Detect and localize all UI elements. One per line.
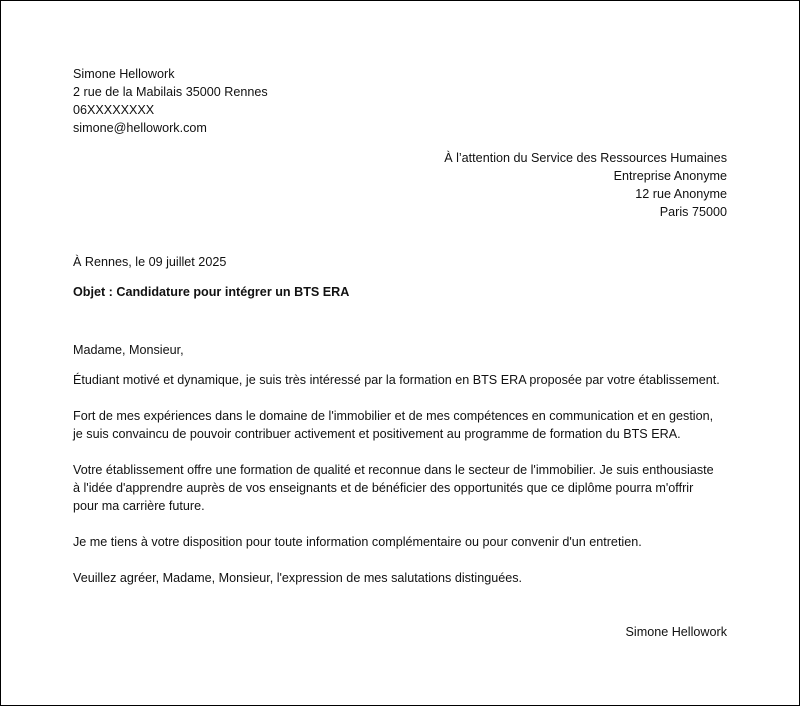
signature-name: Simone Hellowork	[625, 625, 727, 639]
salutation: Madame, Monsieur,	[73, 343, 184, 357]
recipient-street: 12 rue Anonyme	[635, 187, 727, 201]
subject-line: Objet : Candidature pour intégrer un BTS ERA	[73, 285, 350, 299]
closing-formula: Veuillez agréer, Madame, Monsieur, l'expression de mes salutations distinguées.	[73, 571, 523, 585]
sender-name: Simone Hellowork	[73, 67, 175, 81]
sender-email: simone@hellowork.com	[73, 121, 207, 135]
body-paragraph-3-line-2: à l'idée d'apprendre auprès de vos enseignants et de bénéficier des opportunités que ce diplôme pourra m'offrir	[73, 481, 694, 495]
body-paragraph-2-line-2: je suis convaincu de pouvoir contribuer activement et positivement au programme de formation du BTS ERA.	[73, 427, 681, 441]
body-paragraph-1: Étudiant motivé et dynamique, je suis très intéressé par la formation en BTS ERA proposée par votre établissement.	[73, 373, 720, 387]
place-date: À Rennes, le 09 juillet 2025	[73, 255, 227, 269]
recipient-company: Entreprise Anonyme	[613, 169, 727, 183]
body-paragraph-3-line-1: Votre établissement offre une formation de qualité et reconnue dans le secteur de l'immobilier. Je suis enthousiaste	[73, 463, 714, 477]
body-paragraph-3-line-3: pour ma carrière future.	[73, 499, 205, 513]
sender-address: 2 rue de la Mabilais 35000 Rennes	[73, 85, 268, 99]
recipient-city: Paris 75000	[659, 205, 727, 219]
body-paragraph-4: Je me tiens à votre disposition pour toute information complémentaire ou pour convenir d'un entretien.	[73, 535, 642, 549]
body-paragraph-2-line-1: Fort de mes expériences dans le domaine de l'immobilier et de mes compétences en communication et en gestion,	[73, 409, 714, 423]
recipient-attention: À l’attention du Service des Ressources Humaines	[444, 151, 727, 165]
sender-phone: 06XXXXXXXX	[73, 103, 155, 117]
